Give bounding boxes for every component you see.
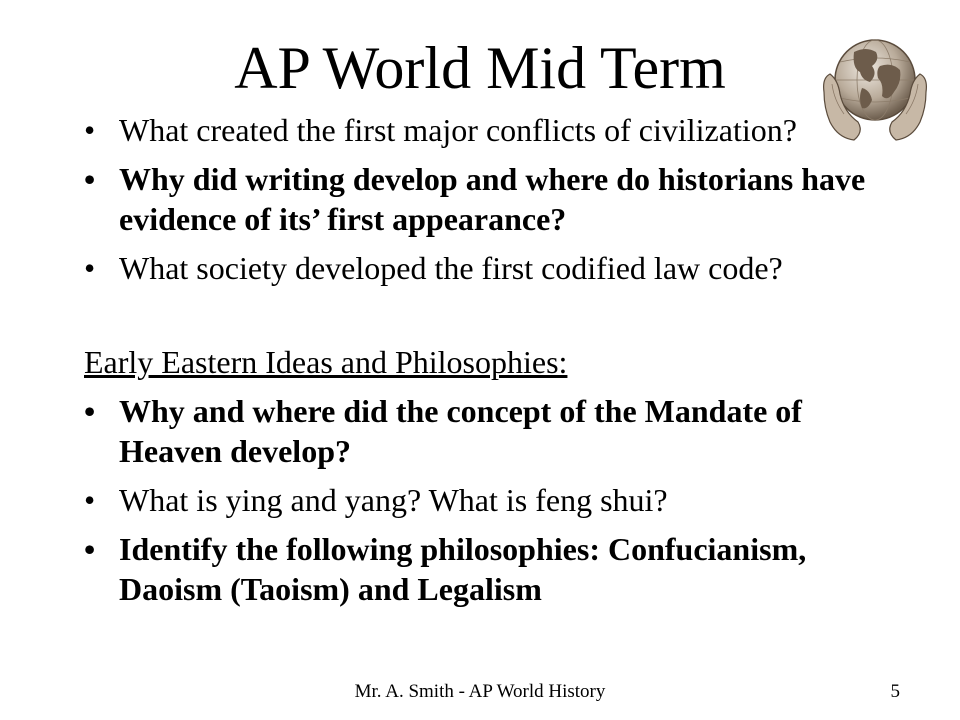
bullet-item [84,529,904,609]
bullet-item [84,391,904,471]
bullet-item [84,110,904,150]
bullet-dot: • [84,112,96,148]
bullet-dot: • [84,250,96,286]
bullet-text: What created the first major conflicts of civilization? [119,112,797,148]
bullet-item [84,480,904,520]
slide-body [84,110,904,609]
bullet-dot: • [84,393,96,429]
bullet-item [84,159,904,239]
page-number: 5 [890,681,900,702]
bullet-dot: • [84,531,96,567]
bullet-text: Identify the following philosophies: Confucianism, Daoism (Taoism) and Legalism [119,531,807,607]
bullet-dot: • [84,482,96,518]
bullet-text: Why did writing develop and where do historians have evidence of its’ first appearance? [119,161,866,237]
bullet-dot: • [84,161,96,197]
bullet-text: What society developed the first codified law code? [119,250,783,286]
bullet-item [84,248,904,288]
section-heading: Early Eastern Ideas and Philosophies: [84,344,568,380]
slide-title: AP World Mid Term [234,35,726,101]
bullet-text: Why and where did the concept of the Mandate of Heaven develop? [119,393,802,469]
bullet-text: What is ying and yang? What is feng shui? [119,482,668,518]
globe-in-hands-icon [818,22,932,152]
footer-text: Mr. A. Smith - AP World History [354,681,606,702]
